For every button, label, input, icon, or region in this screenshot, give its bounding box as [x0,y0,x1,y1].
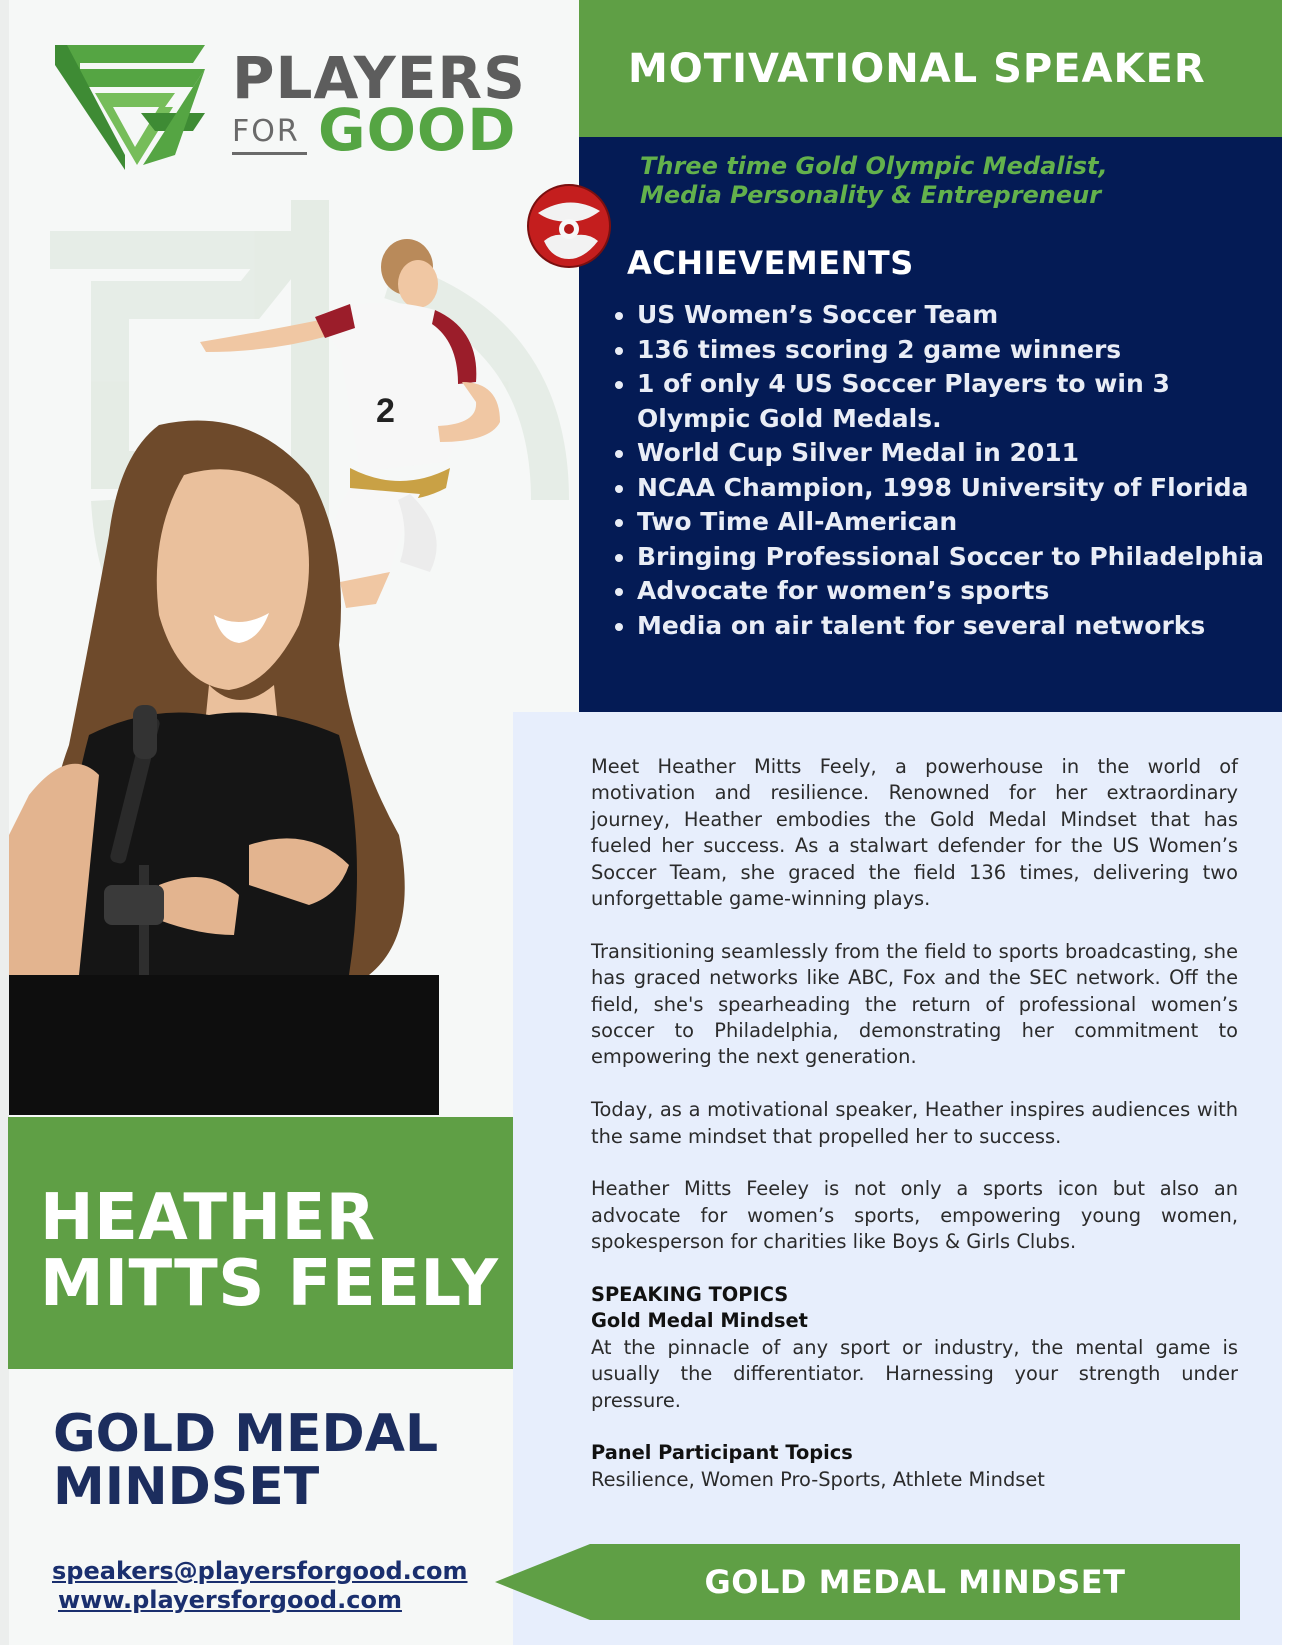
achievements-heading: ACHIEVEMENTS [627,244,914,282]
speaking-topics-section [591,1282,1238,1414]
achievement-item: • Two Time All-American [637,505,1290,540]
logo-for-text: FOR [232,114,300,149]
speaker-name-line1: HEATHER [40,1181,376,1255]
panel-topics-section [591,1440,1238,1493]
program-title-line1: GOLD MEDAL [53,1404,439,1464]
achievement-item: • US Women’s Soccer Team [637,298,1290,333]
soccer-ball-icon [526,183,612,269]
jersey-number: 2 [376,392,395,430]
website-link[interactable]: www.playersforgood.com [58,1586,402,1614]
tagline-line1: Three time Gold Olympic Medalist, [640,152,1108,180]
program-title-line2: MINDSET [53,1457,320,1517]
achievement-item: • 1 of only 4 US Soccer Players to win 3 Olympic Gold Medals. [637,367,1197,436]
bio-paragraph: Meet Heather Mitts Feely, a powerhouse in the world of motivation and resilience. Renowned for her extraordinary journey, Heather embodies the Gold Medal Mindset that has fueled her success. As a stalwart defender for the US Women’s Soccer Team, she graced the field 136 times, delivering two unforgettable game-winning plays. [591,755,1238,911]
bio-paragraph: Heather Mitts Feeley is not only a sports icon but also an advocate for women’s sports, empowering young women, spokesperson for charities like Boys & Girls Clubs. [591,1177,1238,1254]
achievement-item: • Advocate for women’s sports [637,574,1290,609]
speaking-topics-heading: SPEAKING TOPICS [591,1283,789,1307]
achievements-list [607,298,1290,643]
panel-topics-heading: Panel Participant Topics [591,1441,853,1465]
program-title [53,1404,439,1517]
tagline-line2: Media Personality & Entrepreneur [640,181,1102,209]
page-edge [0,0,9,1645]
cta-label: GOLD MEDAL MINDSET [704,1563,1126,1601]
tagline [640,152,1108,210]
achievement-item: • NCAA Champion, 1998 University of Florida [637,471,1290,506]
achievement-item: • 136 times scoring 2 game winners [637,333,1290,368]
bio-paragraph: Today, as a motivational speaker, Heather inspires audiences with the same mindset that propelled her to success. [591,1098,1238,1148]
speaker-name [40,1181,499,1321]
logo-good-text: GOOD [318,96,517,164]
achievement-item: • World Cup Silver Medal in 2011 [637,436,1290,471]
achievement-item: • Bringing Professional Soccer to Philadelphia [637,540,1290,575]
topic-title: Gold Medal Mindset [591,1309,808,1333]
logo-underline [232,152,307,155]
panel-topics-text: Resilience, Women Pro-Sports, Athlete Mindset [591,1467,1045,1491]
speaker-name-line2: MITTS FEELY [40,1247,499,1321]
header-title: MOTIVATIONAL SPEAKER [628,46,1206,92]
bio-text [591,754,1238,1520]
achievement-item: • Media on air talent for several networks [637,609,1290,644]
email-link[interactable]: speakers@playersforgood.com [52,1557,468,1585]
logo-players-text: PLAYERS [232,44,526,112]
topic-text: At the pinnacle of any sport or industry, the mental game is usually the differentiator. Harnessing your strength under pressure. [591,1335,1238,1412]
speaker-photo [9,415,439,1115]
bio-paragraph: Transitioning seamlessly from the field to sports broadcasting, she has graced networks like ABC, Fox and the SEC network. Off the field, she's spearheading the return of professional women’s soccer to Philadelphia, demonstrating her commitment to empowering the next generation. [591,939,1238,1069]
